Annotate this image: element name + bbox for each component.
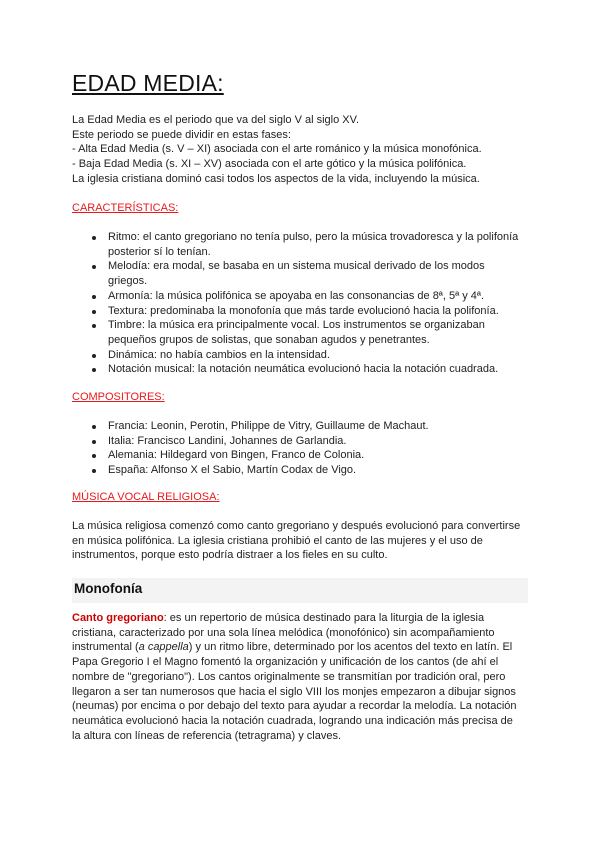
- monofonia-heading: Monofonía: [74, 581, 143, 596]
- bullet-icon: [92, 454, 96, 458]
- paragraph-text: ) y un ritmo libre, determinado por los acentos del texto en latín. El: [188, 641, 513, 654]
- a-cappella-italic: a cappella: [138, 641, 189, 654]
- list-item: [72, 259, 532, 288]
- paragraph-line: nombre de "gregoriano"). Los cantos originalmente se transmitían por tradición oral, pero: [72, 670, 506, 683]
- intro-line: - Alta Edad Media (s. V – XI) asociada con el arte románico y la música monofónica.: [72, 143, 482, 156]
- monofonia-heading-band: [72, 578, 528, 603]
- item-text: Notación musical: la notación neumática evolucionó hacia la notación cuadrada.: [108, 363, 499, 376]
- intro-line: La Edad Media es el periodo que va del siglo V al siglo XV.: [72, 114, 360, 126]
- caracteristicas-heading: CARACTERÍSTICAS:: [72, 202, 179, 214]
- bullet-icon: [92, 368, 96, 372]
- list-item: [72, 318, 532, 347]
- bullet-icon: [92, 236, 96, 240]
- item-text: pequeños grupos de solistas, que sonaban agudos y penetrantes.: [108, 333, 430, 346]
- item-text: Melodía: era modal, se basaba en un sistema musical derivado de los modos: [108, 260, 485, 273]
- bullet-icon: [92, 324, 96, 328]
- intro-line: Este periodo se puede dividir en estas fases:: [72, 128, 291, 141]
- bullet-icon: [92, 310, 96, 314]
- item-text: griegos.: [108, 275, 148, 288]
- item-text: Italia: Francisco Landini, Johannes de Garlandia.: [108, 434, 347, 447]
- compositores-heading: COMPOSITORES:: [72, 391, 165, 403]
- bullet-icon: [92, 295, 96, 299]
- canto-gregoriano-term: Canto gregoriano: [72, 612, 164, 624]
- list-item: [72, 463, 532, 478]
- paragraph-line: llegaron a ser tan numerosos que hacia el siglo VIII los monjes empezaron a dibujar signos: [72, 685, 516, 698]
- bullet-icon: [92, 469, 96, 473]
- paragraph-line: La música religiosa comenzó como canto gregoriano y después evolucionó para convertirse: [72, 520, 521, 532]
- paragraph-line: en música polifónica. La iglesia cristiana prohibió el canto de las mujeres y el uso de: [72, 534, 483, 547]
- paragraph-line: neumática evolucionó hacia la notación cuadrada, logrando una indicación más precisa de: [72, 714, 513, 727]
- list-item: [72, 362, 532, 377]
- bullet-icon: [92, 440, 96, 444]
- paragraph-line: instrumentos, porque esto podría distraer a los fieles en su culto.: [72, 549, 388, 562]
- page-title: EDAD MEDIA:: [72, 70, 224, 96]
- list-item: [72, 304, 532, 319]
- list-item: [72, 230, 532, 259]
- canto-gregoriano-paragraph: [72, 611, 532, 743]
- bullet-icon: [92, 354, 96, 358]
- list-item: [72, 348, 532, 363]
- bullet-icon: [92, 265, 96, 269]
- item-text: posterior sí lo tenían.: [108, 245, 211, 258]
- compositores-list: [72, 419, 532, 478]
- item-text: Textura: predominaba la monofonía que más tarde evolucionó hacia la polifonía.: [108, 304, 499, 317]
- intro-paragraph: [72, 113, 532, 187]
- list-item: [72, 419, 532, 434]
- item-text: Alemania: Hildegard von Bingen, Franco de Colonia.: [108, 449, 365, 462]
- paragraph-line: cristiana, caracterizado por una sola línea melódica (monofónico) sin acompañamiento: [72, 626, 495, 639]
- item-text: Timbre: la música era principalmente vocal. Los instrumentos se organizaban: [108, 319, 485, 332]
- paragraph-line: (neumas) por encima o por debajo del texto para ayudar a recordar la melodía. La notación: [72, 700, 517, 713]
- caracteristicas-list: [72, 230, 532, 377]
- item-text: Francia: Leonin, Perotin, Philippe de Vitry, Guillaume de Machaut.: [108, 420, 429, 432]
- paragraph-text: : es un repertorio de música destinado para la liturgia de la iglesia: [163, 612, 485, 624]
- paragraph-line: la altura con líneas de referencia (tetragrama) y claves.: [72, 729, 342, 742]
- list-item: [72, 448, 532, 463]
- intro-line: - Baja Edad Media (s. XI – XV) asociada con el arte gótico y la música polifónica.: [72, 158, 467, 171]
- item-text: Armonía: la música polifónica se apoyaba en las consonancias de 8ª, 5ª y 4ª.: [108, 289, 485, 302]
- intro-line: La iglesia cristiana dominó casi todos los aspectos de la vida, incluyendo la música.: [72, 172, 480, 185]
- item-text: Ritmo: el canto gregoriano no tenía pulso, pero la música trovadoresca y la polifonía: [108, 231, 519, 243]
- item-text: Dinámica: no había cambios en la intensidad.: [108, 348, 330, 361]
- list-item: [72, 434, 532, 449]
- item-text: España: Alfonso X el Sabio, Martín Codax de Vigo.: [108, 464, 357, 477]
- bullet-icon: [92, 425, 96, 429]
- paragraph-text: instrumental (: [72, 641, 139, 654]
- list-item: [72, 289, 532, 304]
- musica-vocal-paragraph: [72, 519, 532, 563]
- paragraph-line: Papa Gregorio I el Magno fomentó la organización y unificación de los cantos (de ahí el: [72, 656, 499, 669]
- musica-vocal-heading: MÚSICA VOCAL RELIGIOSA:: [72, 491, 220, 503]
